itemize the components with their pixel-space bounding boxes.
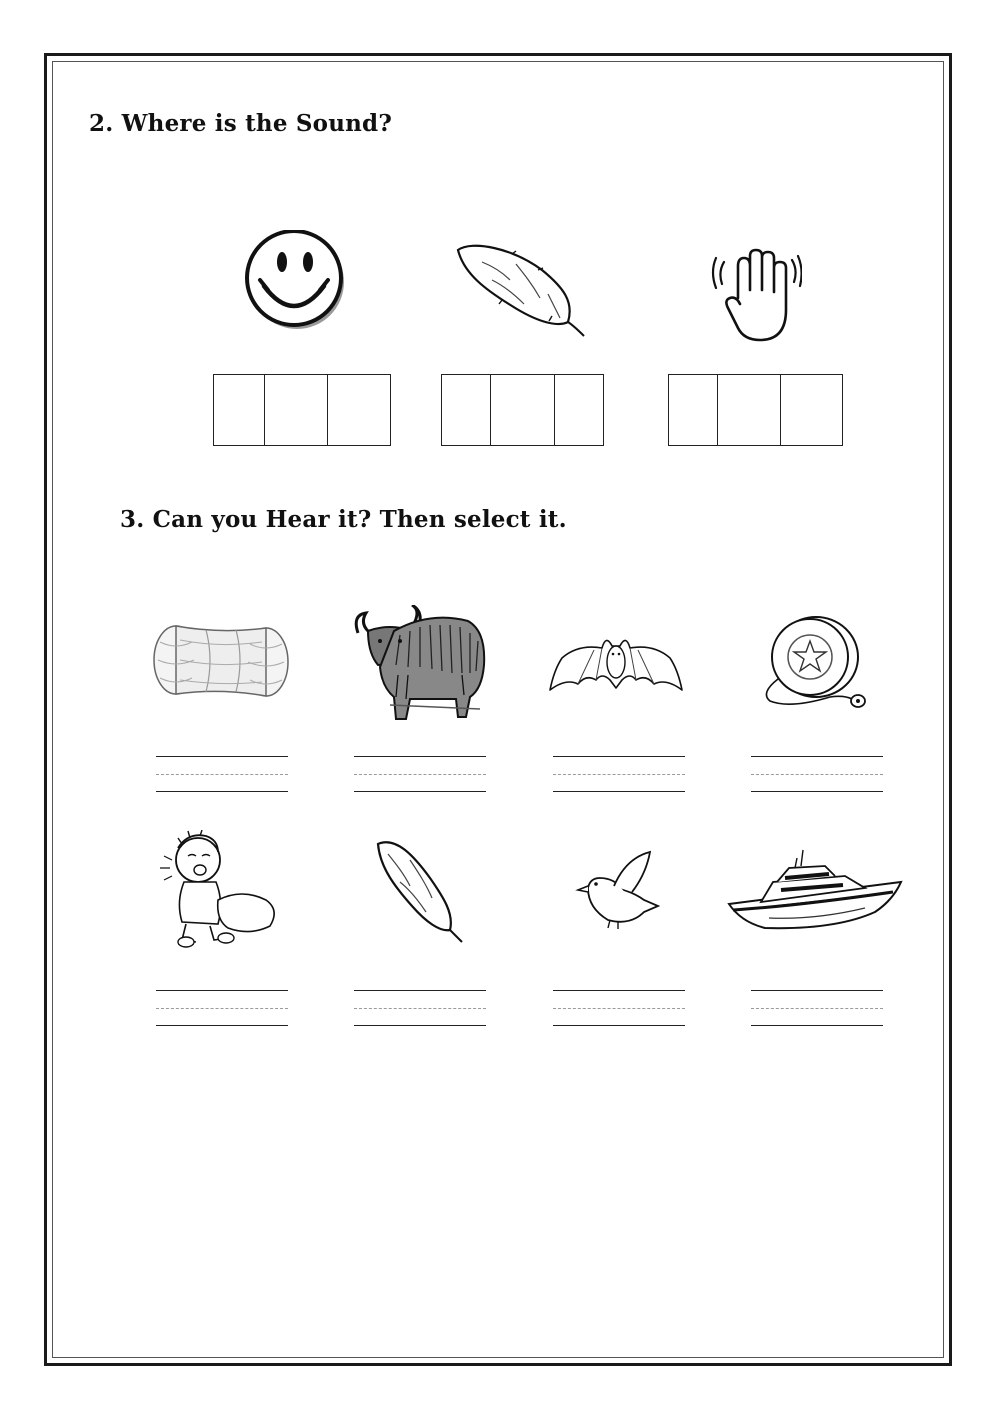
letter-boxes-smile[interactable] bbox=[213, 374, 391, 446]
writing-lines[interactable] bbox=[751, 990, 883, 1030]
writing-lines[interactable] bbox=[156, 990, 288, 1030]
section-2-heading bbox=[89, 110, 392, 137]
letter-box[interactable] bbox=[718, 375, 780, 445]
writing-lines[interactable] bbox=[354, 756, 486, 796]
yak-icon bbox=[350, 605, 490, 723]
letter-box[interactable] bbox=[442, 375, 491, 445]
yarn-ball-icon bbox=[150, 620, 292, 704]
section-2-number: 2. bbox=[89, 110, 114, 137]
writing-lines[interactable] bbox=[156, 756, 288, 796]
section-3-heading bbox=[120, 506, 567, 533]
letter-box[interactable] bbox=[669, 375, 718, 445]
yam-icon bbox=[370, 838, 470, 944]
yacht-icon bbox=[725, 848, 903, 934]
bat-icon bbox=[548, 628, 684, 696]
letter-boxes-wave[interactable] bbox=[668, 374, 843, 446]
letter-box[interactable] bbox=[555, 375, 603, 445]
yam-icon bbox=[452, 240, 592, 340]
bird-icon bbox=[574, 850, 660, 930]
letter-boxes-yam[interactable] bbox=[441, 374, 604, 446]
yawning-boy-icon bbox=[158, 830, 282, 950]
yo-yo-icon bbox=[760, 615, 874, 713]
writing-lines[interactable] bbox=[751, 756, 883, 796]
section-3-number: 3. bbox=[120, 506, 145, 533]
smiley-face-icon bbox=[240, 230, 352, 330]
letter-box[interactable] bbox=[214, 375, 265, 445]
writing-lines[interactable] bbox=[354, 990, 486, 1030]
writing-lines[interactable] bbox=[553, 756, 685, 796]
letter-box[interactable] bbox=[328, 375, 390, 445]
section-3-title: Can you Hear it? Then select it. bbox=[152, 506, 567, 533]
writing-lines[interactable] bbox=[553, 990, 685, 1030]
letter-box[interactable] bbox=[491, 375, 554, 445]
letter-box[interactable] bbox=[265, 375, 327, 445]
waving-hand-icon bbox=[710, 248, 802, 344]
section-2-title: Where is the Sound? bbox=[121, 110, 393, 137]
letter-box[interactable] bbox=[781, 375, 842, 445]
